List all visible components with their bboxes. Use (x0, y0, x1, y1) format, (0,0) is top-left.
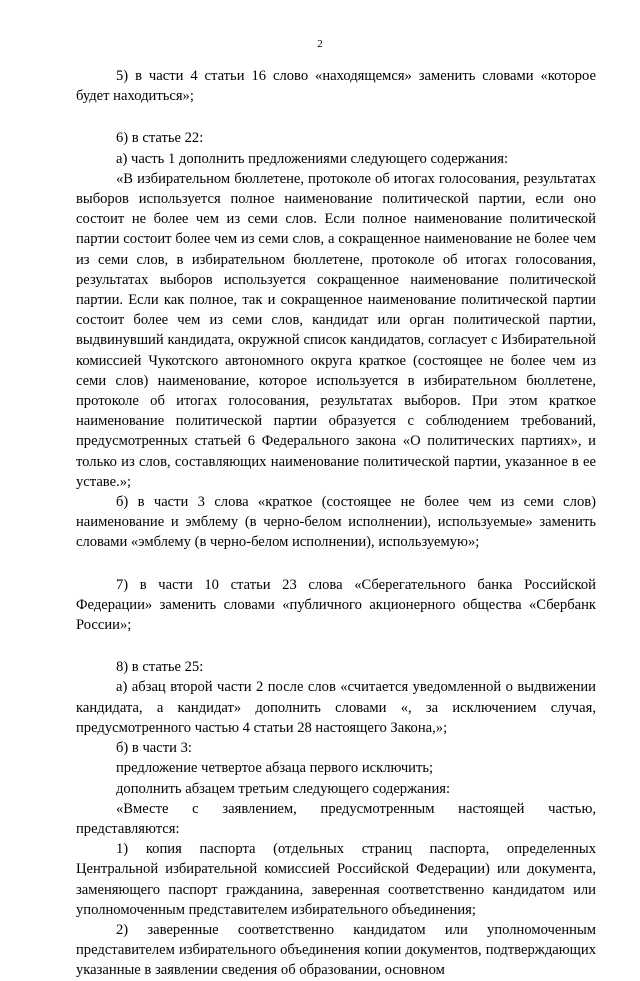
paragraph-item-8a: а) абзац второй части 2 после слов «считается уведомленной о выдвижении кандидата, а кандидат» дополнить словами «, за исключением случая, предусмотренного частью 4 статьи 28 настоящего Закона,»; (76, 679, 596, 736)
paragraph-item-5: 5) в части 4 статьи 16 слово «находящемся» заменить словами «которое будет находиться»; (76, 68, 596, 105)
paragraph-item-8b: б) в части 3: (116, 740, 192, 757)
paragraph-item-8b-add-paragraph: дополнить абзацем третьим следующего содержания: (116, 780, 451, 797)
list-item-certified-documents: 2) заверенные соответственно кандидатом или уполномоченным представителем избирательного объединения копии документов, подтверждающих указанные в заявлении сведения об образовании, основном (76, 921, 596, 979)
paragraph-item-8b-sentence-removal: предложение четвертое абзаца первого исключить; (116, 760, 434, 777)
paragraph-item-6a-quote: «В избирательном бюллетене, протоколе об итогах голосования, результатах выборов используется полное наименование политической партии, если оно состоит не более чем из семи слов. Если полное наименование политической партии состоит более чем из семи слов, а сокращенное наименование не более чем из семи слов, в избирательном бюллетене, протоколе об итогах голосования, результатах выборов используется сокращенное наименование политической партии. Если как полное, так и сокращенное наименование политической партии состоит более чем из семи слов, кандидат или орган политической партии, выдвинувший кандидата, окружной список кандидатов, согласует с Избирательной комиссией Чукотского автономного округа краткое (состоящее не более чем из семи слов) наименование, которое используется в избирательном бюллетене, протоколе об итогах голосования, результатах выборов. При этом краткое наименование политической партии образуется с соблюдением требований, предусмотренных статьей 6 Федерального закона «О политических партиях», и только из слов, составляющих наименование политической партии, указанное в ее уставе.»; (76, 170, 596, 490)
paragraph-item-8: 8) в статье 25: (116, 659, 204, 676)
document-body (76, 66, 596, 981)
paragraph-item-6b: б) в части 3 слова «краткое (состоящее не более чем из семи слов) наименование и эмблему (в черно-белом исполнении), используемые» заменить словами «эмблему (в черно-белом исполнении), используемую»; (76, 494, 596, 551)
paragraph-item-8b-quote: «Вместе с заявлением, предусмотренным настоящей частью, представляются: (76, 800, 596, 837)
paragraph-item-6: 6) в статье 22: (116, 130, 204, 147)
paragraph-item-7: 7) в части 10 статьи 23 слова «Сберегательного банка Российской Федерации» заменить словами «публичного акционерного общества «Сбербанк России»; (76, 576, 596, 634)
paragraph-gap (76, 553, 596, 575)
page-number: 2 (317, 38, 323, 50)
paragraph-gap (76, 635, 596, 657)
paragraph-gap (76, 106, 596, 128)
list-item-passport-copy: 1) копия паспорта (отдельных страниц паспорта, определенных Центральной избирательной комиссией Российской Федерации) или документа, заменяющего паспорт гражданина, заверенная соответственно кандидатом или уполномоченным представителем избирательного объединения; (76, 841, 596, 918)
paragraph-item-6a: а) часть 1 дополнить предложениями следующего содержания: (116, 150, 509, 167)
